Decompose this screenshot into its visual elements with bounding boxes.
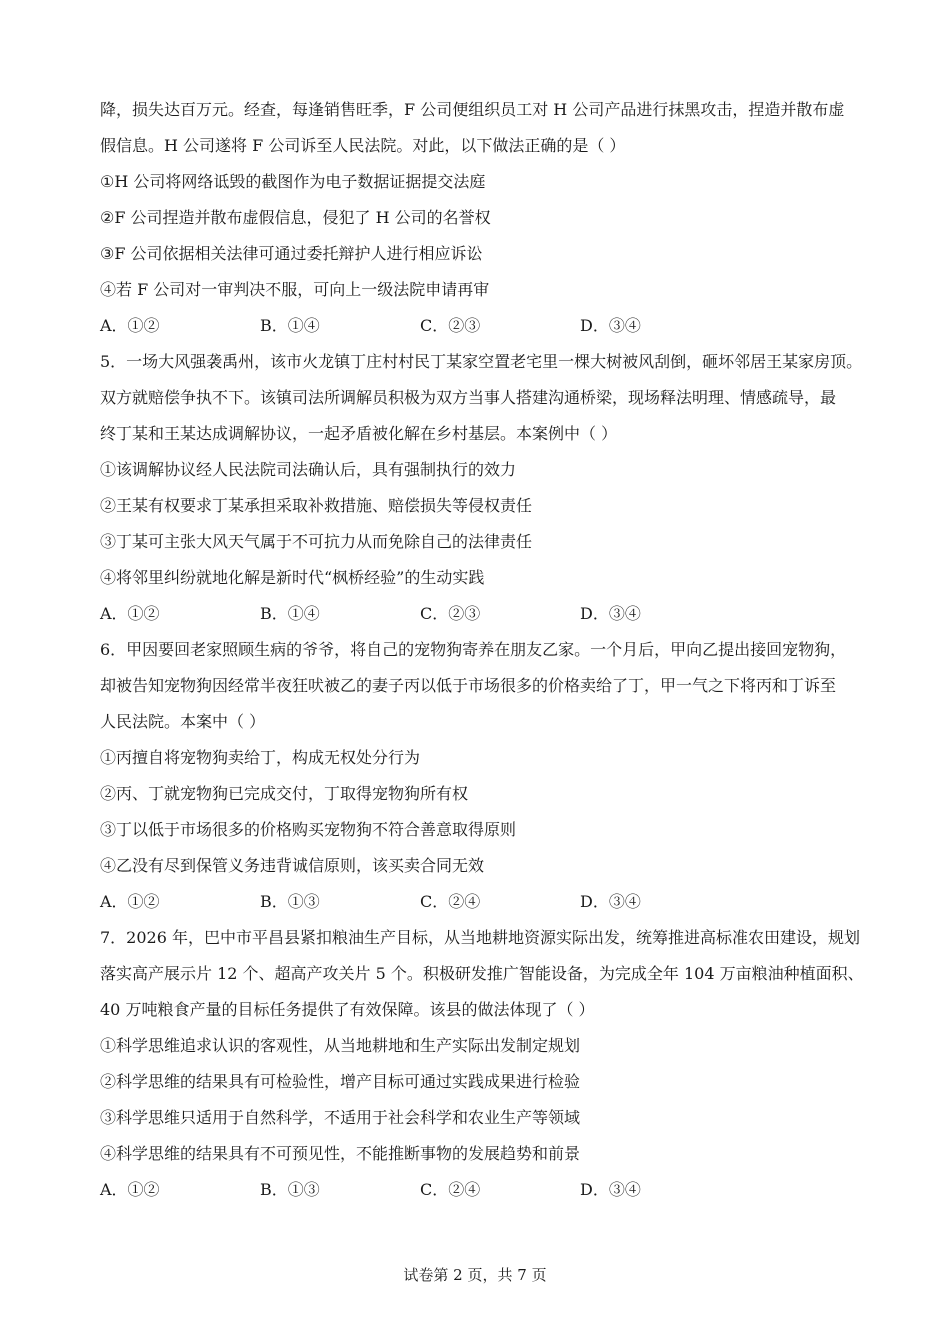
option-c: C．②③ bbox=[420, 316, 481, 335]
question-text-line: 双方就赔偿争执不下。该镇司法所调解员积极为双方当事人搭建沟通桥梁，现场释法明理、情感疏导，最 bbox=[100, 388, 837, 407]
statement-2: ②F 公司捏造并散布虚假信息，侵犯了 H 公司的名誉权 bbox=[100, 208, 491, 227]
statement-3: ③F 公司依据相关法律可通过委托辩护人进行相应诉讼 bbox=[100, 244, 483, 263]
exam-page bbox=[100, 92, 870, 1208]
question-text-line: 终丁某和王某达成调解协议，一起矛盾被化解在乡村基层。本案例中（ ） bbox=[100, 424, 618, 443]
statement-3: ③丁某可主张大风天气属于不可抗力从而免除自己的法律责任 bbox=[100, 532, 533, 551]
answer-options bbox=[100, 308, 870, 344]
answer-options bbox=[100, 884, 870, 920]
option-b: B．①③ bbox=[260, 1180, 320, 1199]
statement-2: ②丙、丁就宠物狗已完成交付，丁取得宠物狗所有权 bbox=[100, 784, 469, 803]
statement-2: ②王某有权要求丁某承担采取补救措施、赔偿损失等侵权责任 bbox=[100, 496, 533, 515]
question-text-line: 6．甲因要回老家照顾生病的爷爷，将自己的宠物狗寄养在朋友乙家。一个月后，甲向乙提出接回宠物狗， bbox=[100, 640, 847, 659]
statement-1: ①科学思维追求认识的客观性，从当地耕地和生产实际出发制定规划 bbox=[100, 1036, 581, 1055]
question-text-line: 落实高产展示片 12 个、超高产攻关片 5 个。积极研发推广智能设备，为完成全年 104 万亩粮油种植面积、 bbox=[100, 964, 864, 983]
option-d: D．③④ bbox=[580, 316, 641, 335]
statement-1: ①该调解协议经人民法院司法确认后，具有强制执行的效力 bbox=[100, 460, 517, 479]
option-a: A．①② bbox=[100, 604, 160, 623]
answer-options bbox=[100, 1172, 870, 1208]
statement-2: ②科学思维的结果具有可检验性，增产目标可通过实践成果进行检验 bbox=[100, 1072, 581, 1091]
question-text-line: 却被告知宠物狗因经常半夜狂吠被乙的妻子丙以低于市场很多的价格卖给了丁，甲一气之下将丙和丁诉至 bbox=[100, 676, 837, 695]
question-text-line: 假信息。H 公司遂将 F 公司诉至人民法院。对此，以下做法正确的是（ ） bbox=[100, 136, 626, 155]
question-text-line: 人民法院。本案中（ ） bbox=[100, 712, 266, 731]
question-5 bbox=[100, 344, 870, 632]
option-b: B．①④ bbox=[260, 316, 320, 335]
statement-1: ①H 公司将网络诋毁的截图作为电子数据证据提交法庭 bbox=[100, 172, 486, 191]
question-text-line: 5．一场大风强袭禹州，该市火龙镇丁庄村村民丁某家空置老宅里一棵大树被风刮倒，砸坏邻居王某家房顶。 bbox=[100, 352, 863, 371]
option-d: D．③④ bbox=[580, 1180, 641, 1199]
option-b: B．①④ bbox=[260, 604, 320, 623]
option-d: D．③④ bbox=[580, 892, 641, 911]
option-a: A．①② bbox=[100, 316, 160, 335]
answer-options bbox=[100, 596, 870, 632]
option-c: C．②④ bbox=[420, 892, 481, 911]
statement-4: ④将邻里纠纷就地化解是新时代“枫桥经验”的生动实践 bbox=[100, 568, 485, 587]
option-c: C．②③ bbox=[420, 604, 481, 623]
option-d: D．③④ bbox=[580, 604, 641, 623]
question-text-line: 降，损失达百万元。经查，每逢销售旺季，F 公司便组织员工对 H 公司产品进行抹黑攻击，捏造并散布虚 bbox=[100, 100, 845, 119]
statement-4: ④乙没有尽到保管义务违背诚信原则，该买卖合同无效 bbox=[100, 856, 485, 875]
option-c: C．②④ bbox=[420, 1180, 481, 1199]
statement-4: ④科学思维的结果具有不可预见性，不能推断事物的发展趋势和前景 bbox=[100, 1144, 581, 1163]
statement-4: ④若 F 公司对一审判决不服，可向上一级法院申请再审 bbox=[100, 280, 490, 299]
option-b: B．①③ bbox=[260, 892, 320, 911]
question-7 bbox=[100, 920, 870, 1208]
question-6 bbox=[100, 632, 870, 920]
statement-3: ③丁以低于市场很多的价格购买宠物狗不符合善意取得原则 bbox=[100, 820, 517, 839]
option-a: A．①② bbox=[100, 892, 160, 911]
option-a: A．①② bbox=[100, 1180, 160, 1199]
statement-1: ①丙擅自将宠物狗卖给丁，构成无权处分行为 bbox=[100, 748, 421, 767]
question-text-line: 40 万吨粮食产量的目标任务提供了有效保障。该县的做法体现了（ ） bbox=[100, 1000, 595, 1019]
question-4-continuation bbox=[100, 92, 870, 344]
statement-3: ③科学思维只适用于自然科学，不适用于社会科学和农业生产等领域 bbox=[100, 1108, 581, 1127]
page-footer: 试卷第 2 页，共 7 页 bbox=[403, 1266, 547, 1284]
question-text-line: 7．2026 年，巴中市平昌县紧扣粮油生产目标，从当地耕地资源实际出发，统筹推进高标准农田建设，规划 bbox=[100, 928, 860, 947]
